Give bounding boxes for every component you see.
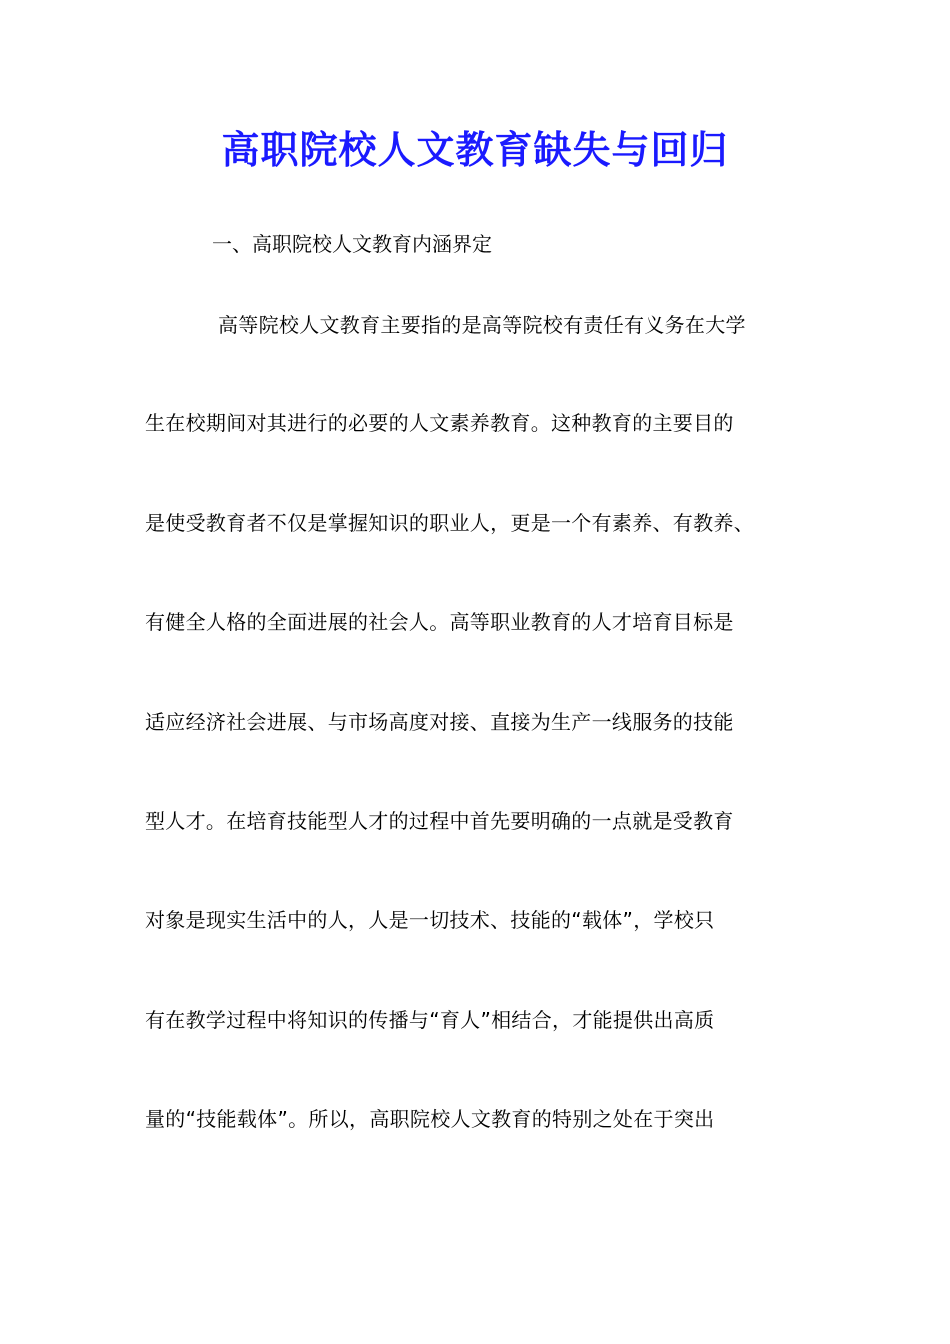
paragraph-line: 有在教学过程中将知识的传播与“育人”相结合，才能提供出高质	[145, 1008, 715, 1032]
paragraph-line: 有健全人格的全面进展的社会人。高等职业教育的人才培育目标是	[145, 610, 734, 634]
document-title: 高职院校人文教育缺失与回归	[221, 127, 729, 172]
paragraph-line: 生在校期间对其进行的必要的人文素养教育。这种教育的主要目的	[145, 411, 734, 435]
paragraph-line: 对象是现实生活中的人，人是一切技术、技能的“载体”，学校只	[145, 908, 715, 932]
paragraph-line: 适应经济社会进展、与市场高度对接、直接为生产一线服务的技能	[145, 710, 734, 734]
paragraph-line: 量的“技能载体”。所以，高职院校人文教育的特别之处在于突出	[145, 1107, 715, 1131]
section-heading: 一、高职院校人文教育内涵界定	[212, 232, 492, 256]
paragraph-line: 高等院校人文教育主要指的是高等院校有责任有义务在大学	[218, 313, 746, 337]
paragraph-line: 型人才。在培育技能型人才的过程中首先要明确的一点就是受教育	[145, 809, 734, 833]
paragraph-line: 是使受教育者不仅是掌握知识的职业人，更是一个有素养、有教养、	[145, 511, 754, 535]
